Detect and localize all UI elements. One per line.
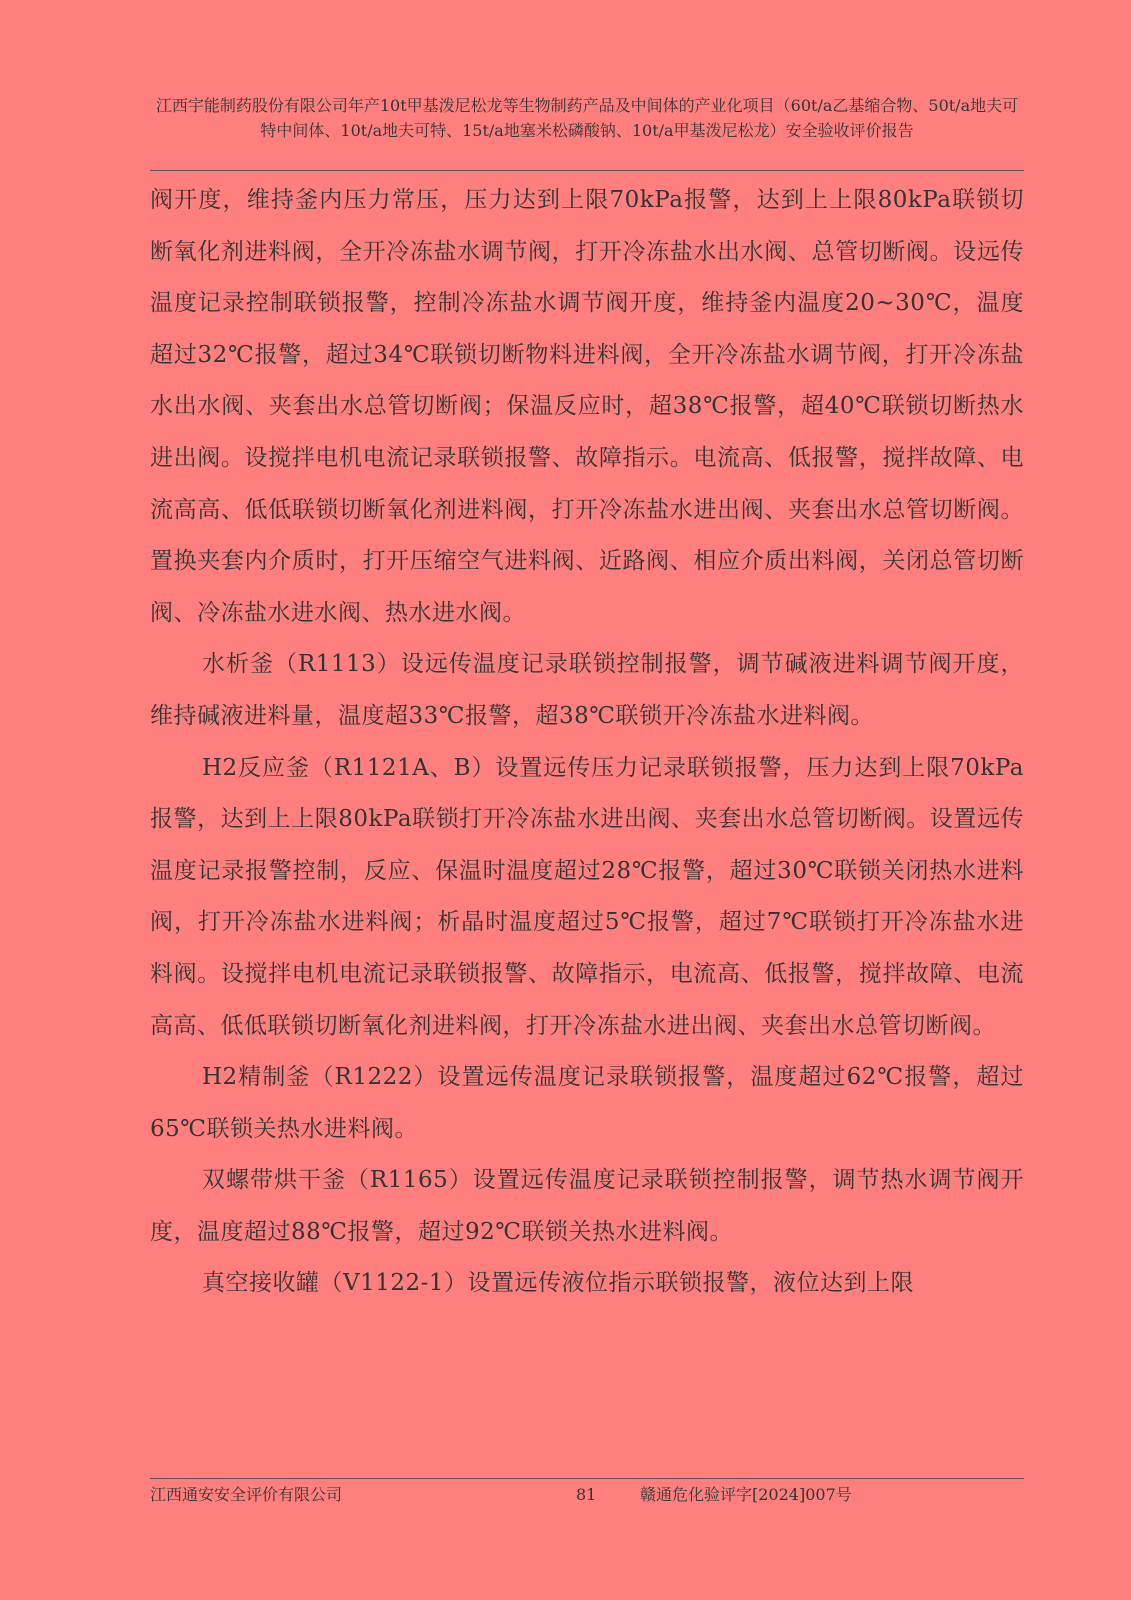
header-title: 江西宇能制药股份有限公司年产10t甲基泼尼松龙等生物制药产品及中间体的产业化项目（60t/a乙基缩合物、50t/a地夫可特中间体、10t/a地夫可特、15t/a地塞米松磷酸钠、10t/a甲基泼尼松龙）安全验收评价报告 xyxy=(155,96,1019,140)
paragraph: 水析釜（R1113）设远传温度记录联锁控制报警，调节碱液进料调节阀开度，维持碱液进料量，温度超33℃报警，超38℃联锁开冷冻盐水进料阀。 xyxy=(150,651,1024,729)
document-body xyxy=(150,175,1024,1310)
paragraph: 真空接收罐（V1122-1）设置远传液位指示联锁报警，液位达到上限 xyxy=(202,1270,915,1297)
paragraph: H2精制釜（R1222）设置远传温度记录联锁报警，温度超过62℃报警，超过65℃联锁关热水进料阀。 xyxy=(150,1064,1024,1142)
page-number: 81 xyxy=(576,1485,597,1504)
document-code: 赣通危化验评字[2024]007号 xyxy=(640,1485,852,1504)
paragraph: H2反应釜（R1121A、B）设置远传压力记录联锁报警，压力达到上限70kPa报警，达到上上限80kPa联锁打开冷冻盐水进出阀、夹套出水总管切断阀。设置远传温度记录报警控制，反应、保温时温度超过28℃报警，超过30℃联锁关闭热水进料阀，打开冷冻盐水进料阀；析晶时温度超过5℃报警，超过7℃联锁打开冷冻盐水进料阀。设搅拌电机电流记录联锁报警、故障指示，电流高、低报警，搅拌故障、电流高高、低低联锁切断氧化剂进料阀，打开冷冻盐水进出阀、夹套出水总管切断阀。 xyxy=(150,754,1024,1039)
paragraph: 双螺带烘干釜（R1165）设置远传温度记录联锁控制报警，调节热水调节阀开度，温度超过88℃报警，超过92℃联锁关热水进料阀。 xyxy=(150,1167,1024,1245)
footer-divider xyxy=(150,1478,1024,1479)
page-footer xyxy=(150,1483,1024,1507)
page-header xyxy=(150,93,1024,143)
footer-company: 江西通安安全评价有限公司 xyxy=(150,1485,343,1504)
paragraph: 阀开度，维持釜内压力常压，压力达到上限70kPa报警，达到上上限80kPa联锁切断氧化剂进料阀，全开冷冻盐水调节阀，打开冷冻盐水出水阀、总管切断阀。设远传温度记录控制联锁报警，控制冷冻盐水调节阀开度，维持釜内温度20~30℃，温度超过32℃报警，超过34℃联锁切断物料进料阀，全开冷冻盐水调节阀，打开冷冻盐水出水阀、夹套出水总管切断阀；保温反应时，超38℃报警，超40℃联锁切断热水进出阀。设搅拌电机电流记录联锁报警、故障指示。电流高、低报警，搅拌故障、电流高高、低低联锁切断氧化剂进料阀，打开冷冻盐水进出阀、夹套出水总管切断阀。置换夹套内介质时，打开压缩空气进料阀、近路阀、相应介质出料阀，关闭总管切断阀、冷冻盐水进水阀、热水进水阀。 xyxy=(150,187,1024,626)
header-divider xyxy=(150,170,1024,171)
